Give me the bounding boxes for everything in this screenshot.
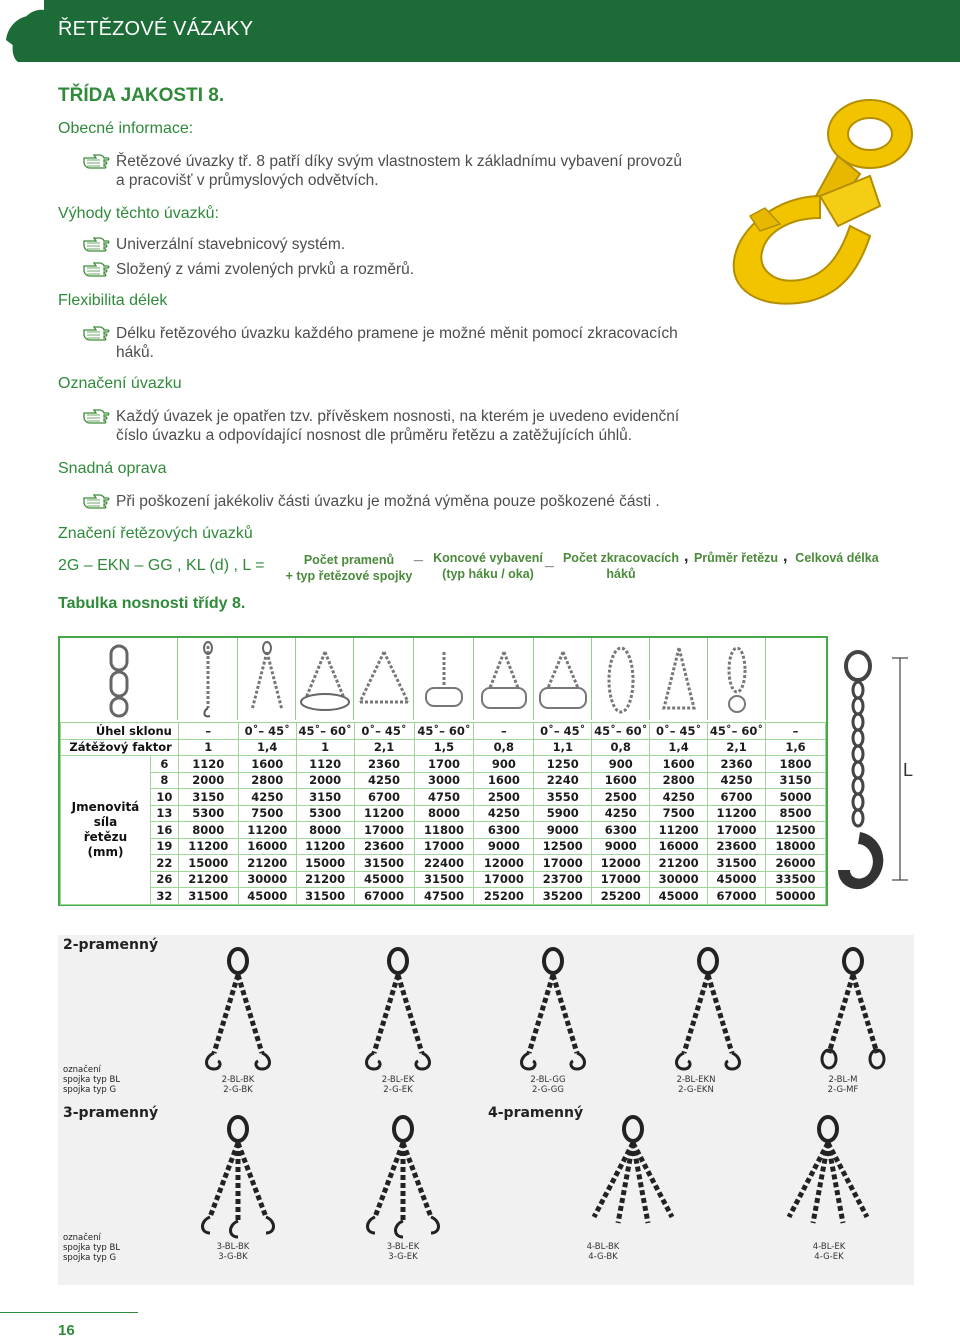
capacity-cell: 900	[592, 756, 650, 773]
chain-diameter-cell: 16	[150, 822, 178, 839]
caption-line: 3-BL-EK	[386, 1242, 420, 1252]
capacity-cell: 67000	[354, 888, 414, 905]
capacity-cell: 2500	[474, 789, 534, 806]
caption-line: 2-G-BK	[223, 1085, 253, 1095]
picture-basket-two	[534, 638, 592, 720]
capacity-cell: 2800	[650, 772, 708, 789]
pointing-hand-icon	[82, 260, 110, 278]
bullet-general	[82, 152, 722, 190]
three-leg-sling-bk-icon	[188, 1113, 288, 1241]
bullet-repair	[82, 492, 742, 511]
basket-sling-icon	[474, 638, 534, 720]
page-header	[0, 0, 960, 62]
bullet-text: a pracovišť v průmyslových odvětvích.	[116, 172, 379, 189]
capacity-cell: 12000	[592, 855, 650, 872]
safety-hook-icon	[720, 96, 920, 316]
capacity-cell: 1120	[178, 756, 238, 773]
factor-cell: 2,1	[708, 739, 766, 756]
angle-cell: –	[178, 723, 238, 740]
angle-cell: 0˚– 45˚	[238, 723, 296, 740]
caption-line: 4-BL-EK	[812, 1242, 846, 1252]
capacity-cell: 31500	[178, 888, 238, 905]
capacity-cell: 6300	[474, 822, 534, 839]
capacity-cell: 12500	[766, 822, 826, 839]
capacity-cell: 67000	[708, 888, 766, 905]
caption-2-gg	[513, 1075, 583, 1095]
marking-title: Značení řetězových úvazků	[58, 525, 253, 542]
factor-cell: 1	[178, 739, 238, 756]
picture-two-leg-pipe	[296, 638, 354, 720]
caption-line: 2-BL-EKN	[676, 1075, 716, 1085]
capacity-cell: 2800	[238, 772, 296, 789]
capacity-cell: 11200	[354, 805, 414, 822]
picture-chain-link	[60, 638, 178, 720]
picture-single-leg	[178, 638, 238, 720]
capacity-cell: 8000	[296, 822, 354, 839]
chain-diameter-cell: 26	[150, 871, 178, 888]
marking-legend-top	[63, 1065, 120, 1095]
two-leg-title: 2-pramenný	[63, 937, 159, 953]
caption-line: 2-BL-BK	[221, 1075, 255, 1085]
capacity-cell: 21200	[650, 855, 708, 872]
capacity-cell: 31500	[708, 855, 766, 872]
capacity-cell: 7500	[238, 805, 296, 822]
factor-cell: 1,5	[414, 739, 474, 756]
legend-end-line2: (typ háku / oka)	[442, 567, 534, 581]
capacity-cell: 25200	[592, 888, 650, 905]
capacity-cell: 18000	[766, 838, 826, 855]
capacity-cell: 3150	[178, 789, 238, 806]
bullet-text: Řetězové úvazky tř. 8 patří díky svým vlastnostem k základnímu vybavení provozů	[116, 153, 682, 170]
chain-diameter-cell: 22	[150, 855, 178, 872]
capacity-cell: 30000	[238, 871, 296, 888]
capacity-cell: 4250	[238, 789, 296, 806]
capacity-cell: 16000	[650, 838, 708, 855]
legend-legs-line2: + typ řetězové spojky	[285, 569, 413, 583]
capacity-cell: 3550	[534, 789, 592, 806]
angle-cell: 0˚– 45˚	[650, 723, 708, 740]
capacity-cell: 2000	[178, 772, 238, 789]
four-leg-sling-bk-icon	[578, 1113, 688, 1241]
capacity-cell: 1250	[534, 756, 592, 773]
table-row	[61, 838, 826, 855]
capacity-cell: 1800	[766, 756, 826, 773]
capacity-cell: 9000	[592, 838, 650, 855]
capacity-cell: 2240	[534, 772, 592, 789]
caption-line: 2-BL-EK	[381, 1075, 415, 1085]
capacity-cell: 4250	[650, 789, 708, 806]
double-basket-sling-icon	[534, 638, 592, 720]
capacity-cell: 11200	[708, 805, 766, 822]
legend-legs-line1: Počet pramenů	[303, 553, 395, 567]
two-leg-sling-bk-icon	[188, 945, 288, 1075]
brand-logo-icon	[0, 0, 44, 62]
chain-diameter-cell: 6	[150, 756, 178, 773]
two-leg-sling-icon	[238, 638, 296, 720]
bullet-text: Univerzální stavebnicový systém.	[116, 236, 346, 253]
capacity-cell: 4250	[708, 772, 766, 789]
bullet-text: Délku řetězového úvazku každého pramene je možné měnit pomocí zkracovacích	[116, 325, 678, 342]
section-repair-title: Snadná oprava	[58, 460, 167, 477]
two-leg-sling-gg-icon	[503, 945, 603, 1075]
angle-cell: 45˚– 60˚	[708, 723, 766, 740]
table-row	[61, 888, 826, 905]
caption-line: 3-G-BK	[218, 1252, 248, 1262]
caption-line: 2-BL-M	[828, 1075, 858, 1085]
nominal-size-label-line: síla	[93, 814, 118, 829]
marking-legend-line: označení	[63, 1233, 101, 1243]
capacity-cell: 11200	[296, 838, 354, 855]
capacity-cell: 8500	[766, 805, 826, 822]
footer-rule	[0, 1312, 138, 1313]
capacity-cell: 4250	[592, 805, 650, 822]
factor-cell: 0,8	[474, 739, 534, 756]
chain-link-icon	[60, 638, 178, 720]
capacity-cell: 11200	[650, 822, 708, 839]
legend-diameter: Průměr řetězu	[693, 551, 779, 565]
capacity-cell: 12000	[474, 855, 534, 872]
sling-pictures-row	[60, 638, 826, 720]
bullet-marking	[82, 407, 732, 445]
sling-types-panel	[58, 935, 914, 1285]
capacity-cell: 25200	[474, 888, 534, 905]
capacity-cell: 5300	[296, 805, 354, 822]
capacity-cell: 1600	[650, 756, 708, 773]
caption-line: 2-BL-GG	[530, 1075, 566, 1085]
endless-double-loop-icon	[650, 638, 708, 720]
legend-shortening-line2: háků	[606, 567, 636, 581]
capacity-cell: 3000	[414, 772, 474, 789]
table-row	[61, 756, 826, 773]
capacity-cell: 11200	[178, 838, 238, 855]
caption-line: 4-G-BK	[588, 1252, 618, 1262]
pointing-hand-icon	[82, 235, 110, 253]
legend-separator: _	[545, 552, 554, 569]
capacity-cell: 17000	[534, 855, 592, 872]
page-number: 16	[58, 1322, 75, 1338]
factor-cell: 1,1	[534, 739, 592, 756]
capacity-cell: 21200	[238, 855, 296, 872]
factor-cell: 0,8	[592, 739, 650, 756]
caption-3-bk	[198, 1242, 268, 1262]
table-row	[61, 822, 826, 839]
factor-cell: 1	[296, 739, 354, 756]
capacity-cell: 5300	[178, 805, 238, 822]
caption-4-ek	[794, 1242, 864, 1262]
caption-line: 2-G-MF	[827, 1085, 859, 1095]
picture-two-leg-wide	[354, 638, 414, 720]
single-leg-chain-icon	[830, 650, 950, 900]
caption-line: 3-G-EK	[388, 1252, 418, 1262]
bullet-advantage-2	[82, 260, 722, 279]
capacity-cell: 8000	[414, 805, 474, 822]
capacity-cell: 17000	[708, 822, 766, 839]
legend-shortening	[558, 550, 684, 582]
capacity-cell: 31500	[414, 871, 474, 888]
page-heading: TŘÍDA JAKOSTI 8.	[58, 85, 225, 106]
capacity-cell: 1600	[238, 756, 296, 773]
four-leg-title: 4-pramenný	[488, 1105, 584, 1121]
section-general-title: Obecné informace:	[58, 120, 194, 137]
capacity-cell: 26000	[766, 855, 826, 872]
capacity-cell: 900	[474, 756, 534, 773]
two-leg-sling-ekn-icon	[658, 945, 758, 1075]
picture-endless-choke	[708, 638, 766, 720]
capacity-cell: 31500	[296, 888, 354, 905]
pointing-hand-icon	[82, 324, 110, 342]
marking-legend-line: spojka typ BL	[63, 1075, 121, 1085]
bullet-text: číslo úvazku a odpovídající nosnost dle průměru řetězu a zatěžujících úhlů.	[116, 427, 633, 444]
chain-diameter-cell: 13	[150, 805, 178, 822]
caption-2-bk	[203, 1075, 273, 1095]
picture-endless-two	[650, 638, 708, 720]
marking-legend-line: spojka typ BL	[63, 1243, 121, 1253]
capacity-cell: 1600	[474, 772, 534, 789]
nominal-size-label-line: Jmenovitá	[71, 799, 140, 814]
pointing-hand-icon	[82, 407, 110, 425]
chain-diameter-cell: 19	[150, 838, 178, 855]
capacity-cell: 5900	[534, 805, 592, 822]
capacity-cell: 9000	[474, 838, 534, 855]
capacity-cell: 2500	[592, 789, 650, 806]
nominal-size-label-line: řetězu	[83, 829, 128, 844]
legend-legs	[284, 552, 414, 584]
angle-cell: 45˚– 60˚	[414, 723, 474, 740]
caption-line: 2-G-EK	[383, 1085, 413, 1095]
capacity-cell: 47500	[414, 888, 474, 905]
chain-diameter-cell: 32	[150, 888, 178, 905]
capacity-cell: 1120	[296, 756, 354, 773]
capacity-cell: 15000	[296, 855, 354, 872]
table-body	[61, 756, 826, 905]
table-row	[61, 855, 826, 872]
angle-label: Úhel sklonu	[61, 723, 179, 740]
capacity-cell: 6300	[592, 822, 650, 839]
legend-comma: ,	[684, 548, 689, 565]
section-advantages-title: Výhody těchto úvazků:	[58, 205, 219, 222]
caption-4-bk	[568, 1242, 638, 1262]
caption-3-ek	[368, 1242, 438, 1262]
capacity-cell: 7500	[650, 805, 708, 822]
capacity-cell: 6700	[708, 789, 766, 806]
capacity-cell: 33500	[766, 871, 826, 888]
angle-cell: 0˚– 45˚	[354, 723, 414, 740]
section-flex-title: Flexibilita délek	[58, 292, 168, 309]
marking-legend-bottom	[63, 1233, 120, 1263]
bullet-text: háků.	[116, 344, 154, 361]
pointing-hand-icon	[82, 492, 110, 510]
capacity-cell: 45000	[238, 888, 296, 905]
marking-formula: 2G – EKN – GG , KL (d) , L =	[58, 557, 265, 574]
capacity-cell: 17000	[354, 822, 414, 839]
caption-line: 4-BL-BK	[586, 1242, 620, 1252]
angle-cell: 45˚– 60˚	[592, 723, 650, 740]
capacity-cell: 17000	[414, 838, 474, 855]
legend-comma: ,	[783, 548, 788, 565]
length-mark: L	[903, 760, 914, 780]
capacity-cell: 45000	[708, 871, 766, 888]
two-leg-sling-ek-icon	[348, 945, 448, 1075]
bullet-text: Při poškození jakékoliv části úvazku je možná výměna pouze poškozené části .	[116, 493, 660, 510]
capacity-cell: 12500	[534, 838, 592, 855]
bullet-text: Složený z vámi zvolených prvků a rozměrů.	[116, 261, 415, 278]
four-leg-sling-ek-icon	[773, 1113, 883, 1241]
caption-line: 4-G-EK	[814, 1252, 844, 1262]
chain-diameter-cell: 10	[150, 789, 178, 806]
capacity-cell: 1600	[592, 772, 650, 789]
factor-cell: 1,4	[650, 739, 708, 756]
marking-legend-line: označení	[63, 1065, 101, 1075]
pipe-sling-icon	[296, 638, 354, 720]
factor-cell: 1,4	[238, 739, 296, 756]
capacity-cell: 35200	[534, 888, 592, 905]
caption-2-m	[808, 1075, 878, 1095]
angle-cell: –	[766, 723, 826, 740]
nominal-size-label	[61, 756, 151, 905]
caption-line: 3-BL-BK	[216, 1242, 250, 1252]
capacity-cell: 45000	[650, 888, 708, 905]
capacity-cell: 6700	[354, 789, 414, 806]
capacity-cell: 2000	[296, 772, 354, 789]
bullet-flex	[82, 324, 722, 362]
picture-two-leg	[238, 638, 296, 720]
capacity-cell: 9000	[534, 822, 592, 839]
capacity-cell: 16000	[238, 838, 296, 855]
three-leg-sling-ek-icon	[353, 1113, 453, 1241]
capacity-cell: 1700	[414, 756, 474, 773]
caption-2-ekn	[661, 1075, 731, 1095]
factor-label: Zátěžový faktor	[61, 739, 179, 756]
capacity-cell: 15000	[178, 855, 238, 872]
capacity-cell: 2360	[354, 756, 414, 773]
factor-cell: 2,1	[354, 739, 414, 756]
capacity-cell: 50000	[766, 888, 826, 905]
endless-loop-icon	[592, 638, 650, 720]
caption-2-ek	[363, 1075, 433, 1095]
table-row	[61, 789, 826, 806]
capacity-cell: 21200	[296, 871, 354, 888]
pointing-hand-icon	[82, 152, 110, 170]
capacity-cell: 2360	[708, 756, 766, 773]
section-title: ŘETĚZOVÉ VÁZAKY	[58, 18, 254, 40]
capacity-cell: 4750	[414, 789, 474, 806]
capacity-cell: 11200	[238, 822, 296, 839]
picture-basket-pipe	[474, 638, 534, 720]
marking-legend-line: spojka typ G	[63, 1085, 117, 1095]
capacity-cell: 4250	[354, 772, 414, 789]
table-row	[61, 871, 826, 888]
two-leg-sling-m-icon	[803, 945, 903, 1075]
capacity-cell: 3150	[766, 772, 826, 789]
picture-choke	[414, 638, 474, 720]
capacity-cell: 17000	[474, 871, 534, 888]
capacity-cell: 4250	[474, 805, 534, 822]
capacity-cell: 30000	[650, 871, 708, 888]
caption-line: 2-G-GG	[532, 1085, 564, 1095]
capacity-table	[58, 636, 828, 906]
wide-sling-icon	[354, 638, 414, 720]
caption-line: 2-G-EKN	[678, 1085, 714, 1095]
angle-cell: 45˚– 60˚	[296, 723, 354, 740]
chain-diameter-cell: 8	[150, 772, 178, 789]
table-row	[61, 805, 826, 822]
table-row	[61, 772, 826, 789]
nominal-size-label-line: (mm)	[87, 844, 124, 859]
table-title: Tabulka nosnosti třídy 8.	[58, 595, 246, 612]
capacity-cell: 45000	[354, 871, 414, 888]
capacity-cell: 8000	[178, 822, 238, 839]
capacity-cell: 23600	[708, 838, 766, 855]
picture-endless-loop	[592, 638, 650, 720]
marking-legend-line: spojka typ G	[63, 1253, 117, 1263]
legend-end-line1: Koncové vybavení	[433, 551, 543, 565]
capacity-cell: 11800	[414, 822, 474, 839]
capacity-cell: 23600	[354, 838, 414, 855]
capacity-cell: 23700	[534, 871, 592, 888]
factor-cell: 1,6	[766, 739, 826, 756]
bullet-text: Každý úvazek je opatřen tzv. přívěskem nosnosti, na kterém je uvedeno evidenční	[116, 408, 680, 425]
section-marking-title: Označení úvazku	[58, 375, 182, 392]
picture-endless-end	[766, 638, 826, 720]
capacity-cell: 17000	[592, 871, 650, 888]
bullet-advantage-1	[82, 235, 722, 254]
angle-cell: –	[474, 723, 534, 740]
capacity-cell: 21200	[178, 871, 238, 888]
legend-shortening-line1: Počet zkracovacích	[562, 551, 680, 565]
capacity-cell: 3150	[296, 789, 354, 806]
legend-separator: _	[414, 546, 423, 563]
three-leg-title: 3-pramenný	[63, 1105, 159, 1121]
single-leg-sling-icon	[178, 638, 238, 720]
capacity-cell: 22400	[414, 855, 474, 872]
endless-choke-icon	[708, 638, 766, 720]
capacity-cell: 5000	[766, 789, 826, 806]
legend-length: Celková délka	[795, 551, 879, 565]
angle-cell: 0˚– 45˚	[534, 723, 592, 740]
capacity-data-table	[60, 722, 826, 905]
choke-sling-icon	[414, 638, 474, 720]
legend-end	[428, 550, 548, 582]
capacity-cell: 31500	[354, 855, 414, 872]
